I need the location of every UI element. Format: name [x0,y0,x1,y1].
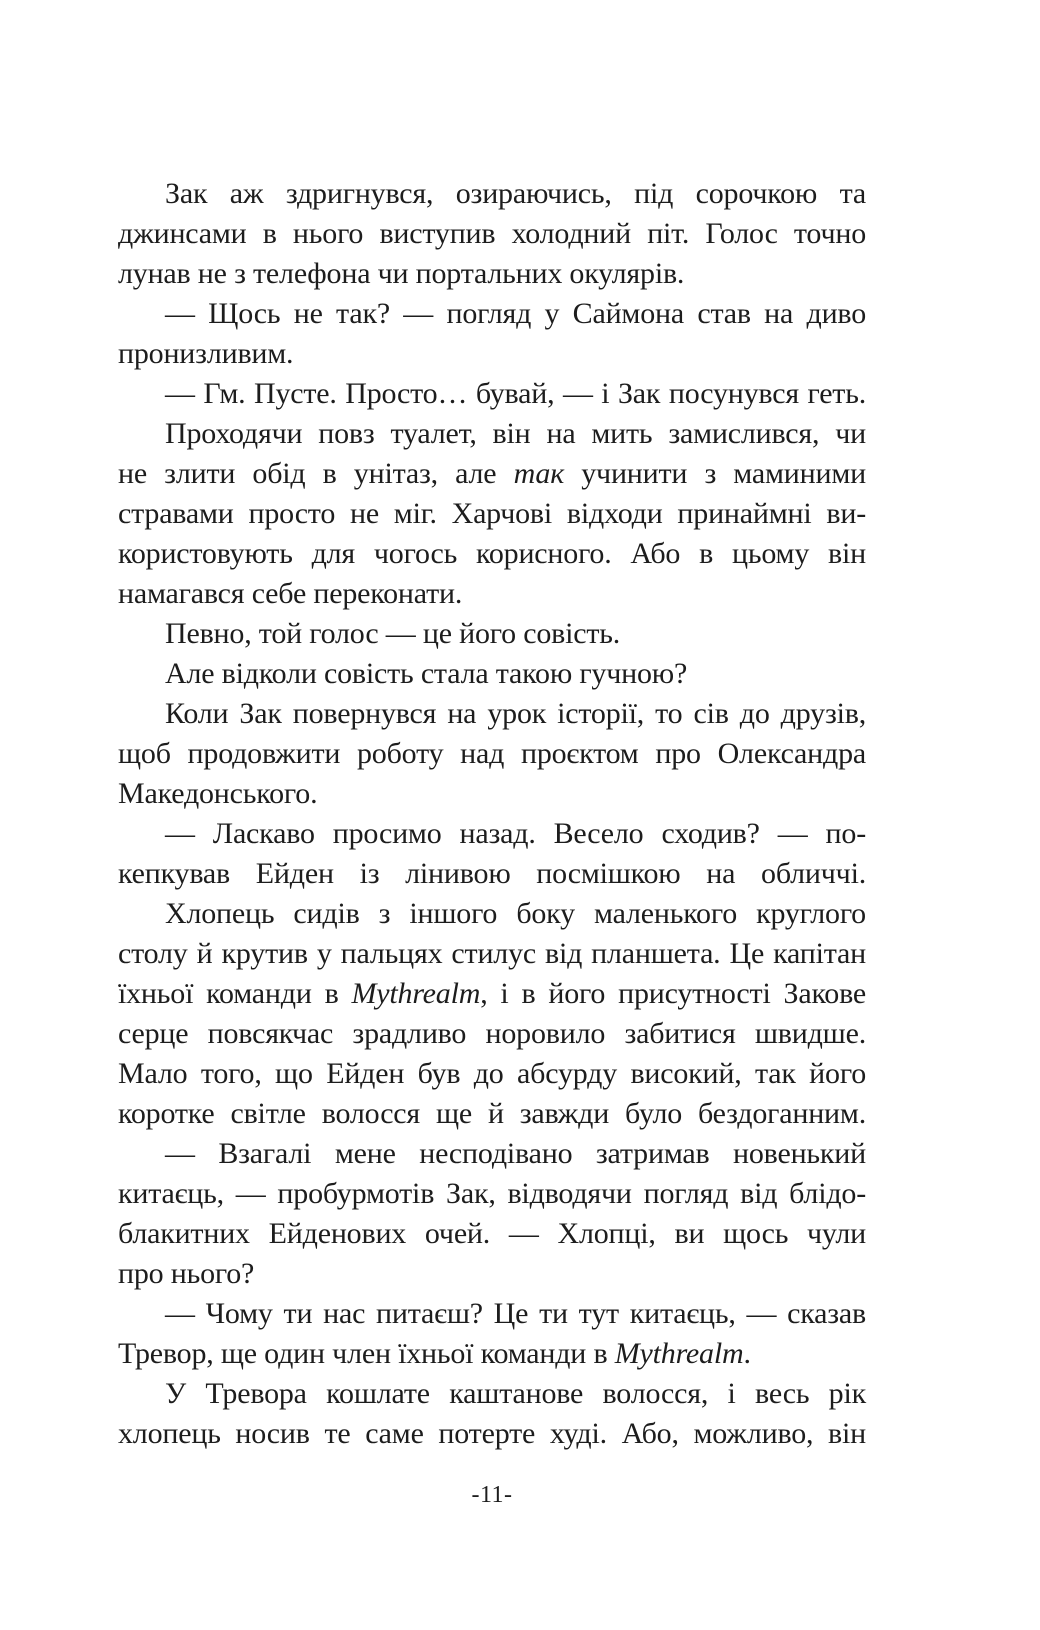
text-run: коротке світле волосся ще й завжди було бездоганним. [118,1097,866,1130]
paragraph [118,614,866,654]
paragraph [118,654,866,694]
text-line [118,1414,866,1454]
text-run: , і в його присутності Закове [480,977,867,1010]
text-run: не злити обід в унітаз, але [118,457,514,490]
text-line [118,1374,866,1414]
italic-text: Mythrealm [614,1337,744,1370]
text-run: серце повсякчас зрадливо норовило забитися швидше. [118,1017,866,1050]
paragraph [118,374,866,414]
text-line [118,1054,866,1094]
text-line [118,574,866,614]
text-run: Але відколи совість стала такою гучною? [165,657,688,690]
text-run: користовують для чогось корисного. Або в цьому він [118,537,866,570]
text-run: — Щось не так? — погляд у Саймона став на диво [165,297,866,330]
text-line [118,254,866,294]
text-line [118,1254,866,1294]
text-line [118,694,866,734]
paragraph [118,814,866,894]
text-line [118,454,866,494]
italic-text: Mythrealm [351,977,481,1010]
text-run: столу й крутив у пальцях стилус від планшета. Це капітан [118,937,866,970]
text-line [118,214,866,254]
text-line [118,294,866,334]
paragraph [118,294,866,374]
text-run: Коли Зак повернувся на урок історії, то сів до друзів, [165,697,866,730]
text-run: Хлопець сидів з іншого боку маленького круглого [165,897,866,930]
text-run: стравами просто не міг. Харчові відходи принаймні ви- [118,497,866,530]
text-run: Мало того, що Ейден був до абсурду високий, так його [118,1057,866,1090]
text-run: Тревор, ще один член їхньої команди в [118,1337,615,1370]
text-run: Проходячи повз туалет, він на мить замислився, чи [165,417,866,450]
paragraph [118,1134,866,1294]
paragraph [118,1374,866,1454]
text-line [118,174,866,214]
text-line [118,534,866,574]
text-run: намагався себе переконати. [118,577,463,610]
text-block [118,174,866,1454]
paragraph [118,694,866,814]
text-line [118,1174,866,1214]
text-run: блакитних Ейденових очей. — Хлопці, ви щось чули [118,1217,866,1250]
text-line [118,934,866,974]
text-run: — Гм. Пусте. Просто… бувай, — і Зак посунувся геть. [165,377,866,410]
paragraph [118,174,866,294]
text-line [118,494,866,534]
text-run: — Взагалі мене несподівано затримав новенький [165,1137,866,1170]
text-run: китаєць, — пробурмотів Зак, відводячи погляд від блідо- [118,1177,866,1210]
text-line [118,1134,866,1174]
page-number: -11- [471,1482,513,1508]
text-line [118,414,866,454]
text-run: щоб продовжити роботу над проєктом про Олександра [118,737,866,770]
text-run: Певно, той голос — це його совість. [165,617,621,650]
text-line [118,1094,866,1134]
text-run: У Тревора кошлате каштанове волосся, і весь рік [165,1377,866,1410]
text-run: Македонського. [118,777,318,810]
text-line [118,1214,866,1254]
text-line [118,894,866,934]
text-run: пронизливим. [118,337,294,370]
paragraph [118,414,866,614]
text-line [118,1294,866,1334]
text-line [118,854,866,894]
text-line [118,974,866,1014]
text-run: лунав не з телефона чи портальних окулярів. [118,257,685,290]
text-run: хлопець носив те саме потерте худі. Або, можливо, він [118,1417,866,1450]
text-line [118,1014,866,1054]
text-run: — Чому ти нас питаєш? Це ти тут китаєць, — сказав [165,1297,866,1330]
italic-text: так [513,457,565,490]
paragraph [118,1294,866,1374]
text-line [118,334,866,374]
text-run: Зак аж здригнувся, озираючись, під сорочкою та [165,177,866,210]
text-line [118,654,866,694]
paragraph [118,894,866,1134]
text-line [118,374,866,414]
text-line [118,614,866,654]
text-run: про нього? [118,1257,255,1290]
text-run: їхньої команди в [118,977,352,1010]
text-line [118,1334,866,1374]
text-run: учинити з маминими [564,457,866,490]
text-line [118,774,866,814]
text-run: — Ласкаво просимо назад. Весело сходив? — по- [165,817,866,850]
text-line [118,734,866,774]
text-run: . [743,1337,751,1370]
text-run: джинсами в нього виступив холодний піт. Голос точно [118,217,866,250]
text-line [118,814,866,854]
text-run: кепкував Ейден із лінивою посмішкою на обличчі. [118,857,866,890]
